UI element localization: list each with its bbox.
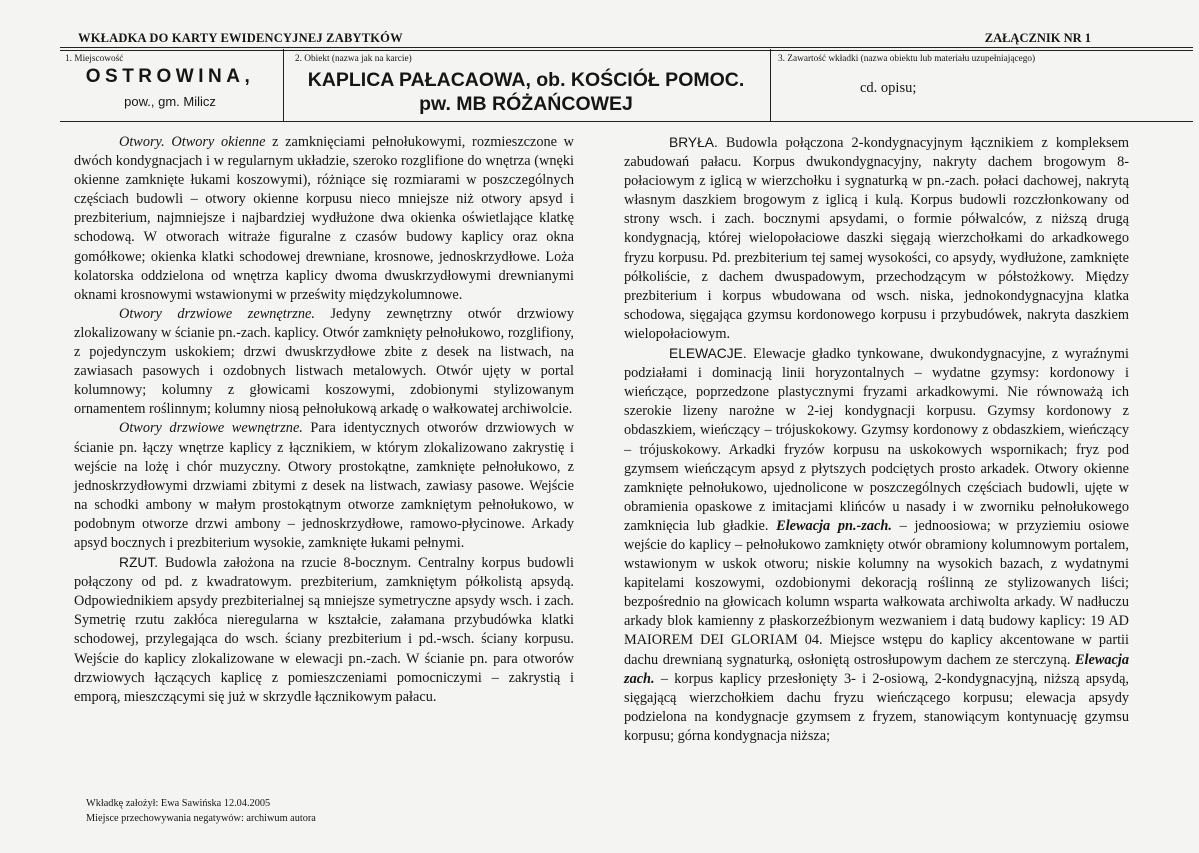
paragraph-text: Jedyny zewnętrzny otwór drzwiowy zlokalizowany w ścianie pn.-zach. kaplicy. Otwór zamknięty pełnołukowo, rozglifiony, z pojedynczym uskokiem; drzwi dwuskrzydłowe zbite z desek na listwach, na zawiasach pasowych i ozdobnych listwach metalowych. Otwór ujęty w portal kolumnowy; kolumny z głowicami koszowymi, zdobionymi stylizowanym ornamentem roślinnym; kolumny niosą pełnołukową arkadę o wałkowatej archiwolcie. — [74, 305, 574, 418]
content-value: cd. opisu; — [860, 80, 917, 96]
paragraph-text: – jednoosiowa; w przyziemiu osiowe wejście do kaplicy – pełnołukowo zamknięty otwór obramiony kolumnowym portalem, wstawionym w uskok otworu; niskie kolumny na wysokich bazach, z wydatnymi kapitelami koszowymi, ozdobionymi dekoracją roślinną ze stylizowanych liści; bezpośrednio na głowicach kolumn wsparta wałkowata archiwolta arkady. W nadłuczu arkady blok kamienny z płaskorzeźbionym wezwaniem i datą budowy kaplicy: 19 AD MAIOREM DEI GLORIAM 04. Miejsce wstępu do kaplicy akcentowane w partii dachu drewnianą sygnaturką, osłoniętą ostrosłupowym dachem ze sterczyną. — [624, 517, 1129, 668]
author-line: Wkładkę założył: Ewa Sawińska 12.04.2005 — [86, 798, 271, 809]
paragraph-otwory — [74, 133, 574, 305]
elevation-heading: Elewacja pn.-zach. — [776, 517, 892, 534]
paragraph-interior-doors — [74, 419, 574, 553]
place-label: 1. Miejscowość — [65, 54, 124, 64]
paragraph-text: z zamknięciami pełnołukowymi, rozmieszczone w dwóch kondygnacjach i w regularnym układzie, szeroko rozglifione do wnętrza (wnęki okienne zamknięte łukami koszowymi), różniące się rozmiarami w poszczególnych częściach budowli – otwory okienne korpusu nieco mniejsze niż otwory apsyd i prezbiterium, najmniejsze i najbardziej wydłużone dwa okienka oświetlające klatkę schodową. W otworach witraże figuralne z czasów budowy kaplicy oraz okna gomółkowe; okienka klatki schodowej drewniane, krosnowe, jednoskrzydłowe. Loża kolatorska oddzielona od wnętrza kaplicy dwoma dwuskrzydłowymi drewnianymi oknami krosnowymi wstawionymi w prześwity międzykolumnowe. — [74, 134, 575, 303]
left-column — [74, 133, 574, 707]
paragraph-lead: Otwory drzwiowe zewnętrzne. — [119, 305, 315, 322]
archive-line: Miejsce przechowywania negatywów: archiwum autora — [86, 813, 316, 824]
paragraph-lead: ELEWACJE. — [669, 346, 747, 362]
paragraph-text: Elewacje gładko tynkowane, dwukondygnacyjne, z wyraźnymi podziałami i dominacją linii horyzontalnych – wydatne gzymsy: kordonowy i wieńczące, poprzedzone plastycznymi fryzami arkadkowymi. Nie równoważą ich szerokie lizeny narożne w 2-iej kondygnacji korpusu. Gzymsy kordonowy z obdaszkiem, wieńczący – trójuskokowy. Gzymsy kordonowy z obdaszkiem, wieńczący – trójuskokowy. Arkadki fryzów korpusu na uskokowych wspornikach; fryz pod gzymsem wieńczącym apsyd z płytszych podciętych prosto arkadek. Otwory okienne zamknięte pełnołukowo, ujednolicone w poszczególnych częściach budowli, ujęte w obramienia opaskowe z imitacjami klińców u nasady i w zworniku pełnołukowego zamknięcia lub gładkie. — [624, 346, 1129, 534]
footer — [86, 796, 316, 826]
paragraph-text: – korpus kaplicy przesłonięty 3- i 2-osiową, 2-kondygnacyjną, niższą apsydą, sięgającą wierzchołkiem dachu fryzu wieńczącego korpusu; elewacja apsydy podzielona na kondygnacje gzymsem z fryzem, stanowiącym kontynuację gzymsu korpusu; górna kondygnacja niższa; — [624, 670, 1129, 744]
header-rule-2 — [60, 50, 1193, 51]
paragraph-lead: Otwory drzwiowe wewnętrzne. — [119, 420, 303, 437]
paragraph-plan — [74, 553, 574, 707]
paragraph-text: Budowla założona na rzucie 8-bocznym. Centralny korpus budowli połączony od pd. z kwadratowym. prezbiterium, zamkniętym półkolistą apsydą. Odpowiednikiem apsydy prezbiterialnej są mniejsze symetryczne apsydy wsch. i zach. Symetrię rzutu zakłóca nieregularna w kształcie, załamana przybudówka klatki schodowej, przylegająca do wsch. ściany prezbiterium i pd.-wsch. ściany korpusu. Wejście do kaplicy zlokalizowane w elewacji pn.-zach. W ścianie pn. para otworów drzwiowych łączących kaplicę z pomieszczeniami pomocniczymi – zakrystią i emporą, mieszczącymi się już w skrzydle łącznikowym pałacu. — [74, 555, 574, 705]
content-label: 3. Zawartość wkładki (nazwa obiektu lub materiału uzupełniającego) — [778, 54, 1036, 64]
place-district: pow., gm. Milicz — [124, 94, 216, 109]
field-divider-2 — [770, 49, 771, 121]
paragraph-massing — [624, 133, 1129, 344]
paragraph-lead: BRYŁA. — [669, 135, 718, 150]
annex-label: ZAŁĄCZNIK NR 1 — [984, 31, 1091, 45]
paragraph-elevations — [624, 344, 1129, 746]
paragraph-lead: RZUT. — [119, 555, 159, 571]
sheet-title: WKŁADKA DO KARTY EWIDENCYJNEJ ZABYTKÓW — [78, 31, 403, 45]
paragraph-exterior-doors — [74, 305, 574, 420]
elevation-heading: Elewacja zach. — [624, 651, 1129, 687]
right-column — [624, 133, 1129, 746]
object-name-line1: KAPLICA PAŁACAOWA, ob. KOŚCIÓŁ POMOC. — [307, 69, 745, 91]
paragraph-lead: Otwory. — [119, 134, 165, 150]
paragraph-subhead: Otwory okienne — [171, 134, 266, 150]
paragraph-text: Para identycznych otworów drzwiowych w ścianie pn. łączy wnętrze kaplicy z łącznikiem, w którym zlokalizowano zakrystię i wejście na lożę i chór muzyczny. Otwory prostokątne, zamknięte pełnołukowo, z jednoskrzydłowymi drzwiami zbitymi z desek na listwach, zawiasy pasowe. Wejście na schodki ambony w małym prostokątnym otworze zamkniętym pełnołukowo, w podobnym otworze drzwi ambony – jednoskrzydłowe, ramowo-płycinowe. Arkady apsyd bocznych i prezbiterium wysokie, zamknięte łukami pełnymi. — [74, 420, 575, 551]
object-name-line2: pw. MB RÓŻAŃCOWEJ — [419, 93, 633, 115]
object-label: 2. Obiekt (nazwa jak na karcie) — [295, 54, 412, 64]
object-name — [284, 68, 768, 116]
paragraph-text: Budowla połączona 2-kondygnacyjnym łącznikiem z kompleksem zabudowań pałacu. Korpus dwukondygnacyjny, nakryty dachem brogowym 8-połaciowym z iglicą w wierzchołku i sygnaturką w pn.-zach. połaci dachowej, nakrytą własnym daszkiem brogowym z iglicą i kulą. Korpus budowli rozczłonkowany od strony wsch. i zach. bocznymi apsydami, o formie półwalców, z niższą drugą kondygnacją, której wielopołaciowe daszki sięgają wierzchołkami do arkadkowego fryzu korpusu. Pd. prezbiterium tej samej wysokości, co apsydy, wydłużone, zamknięte półkoliście, z dachem dwuspadowym, przechodzącym w półstożkowy. Między prezbiterium i korpus wbudowana od wsch. niska, jednokondygnacyjna klatka schodowa, sięgająca gzymsu kordonowego korpusu i przybudówek, nakryta daszkiem wielopołaciowym. — [624, 135, 1129, 342]
fields-rule — [60, 121, 1193, 122]
header-rule — [60, 47, 1193, 48]
place-name: OSTROWINA, — [85, 66, 255, 87]
